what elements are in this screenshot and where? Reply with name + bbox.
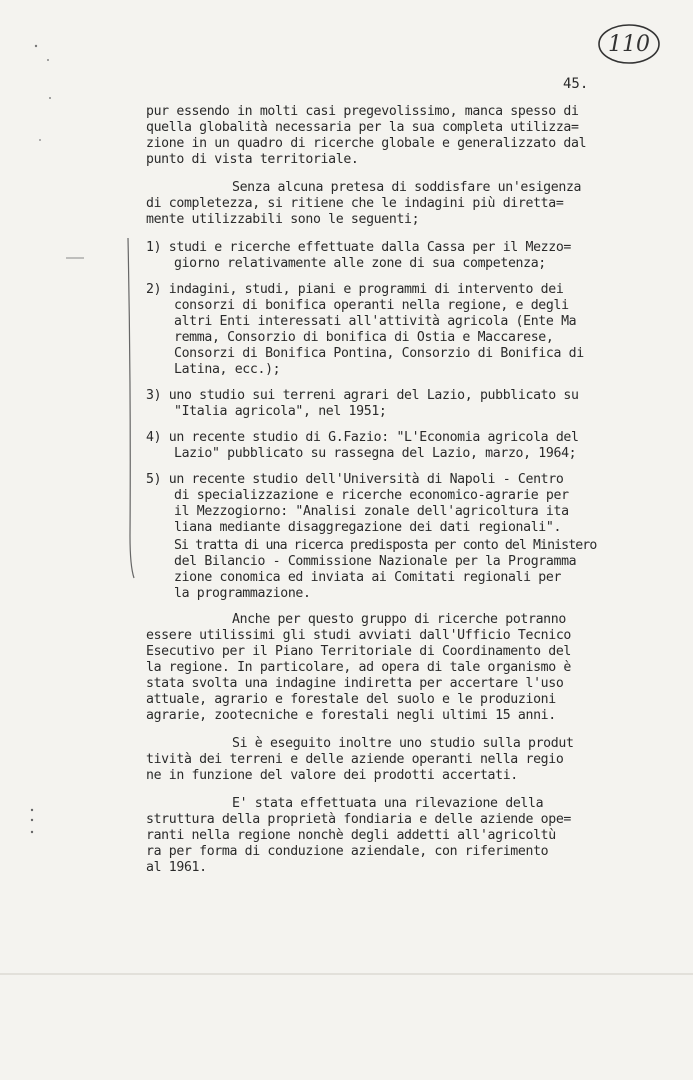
list-item-3: 3) uno studio sui terreni agrari del Lazio, pubblicato su (146, 388, 579, 403)
folio-stamp-text: 110 (608, 31, 650, 57)
text-line: punto di vista territoriale. (146, 152, 359, 167)
text-line: altri Enti interessati all'attività agricola (Ente Ma (174, 314, 577, 329)
text-line: al 1961. (146, 860, 207, 875)
text-line: la regione. In particolare, ad opera di tale organismo è (146, 660, 572, 675)
list-item-5: 5) un recente studio dell'Università di Napoli - Centro (146, 472, 564, 487)
text-line: del Bilancio - Commissione Nazionale per la Programma (174, 554, 577, 569)
text-line: mente utilizzabili sono le seguenti; (146, 212, 420, 227)
margin-dash (66, 256, 86, 260)
text-line: ranti nella regione nonchè degli addetti all'agricoltù (146, 828, 556, 843)
text-line: tività dei terreni e delle aziende operanti nella regio (146, 752, 564, 767)
list-item-2: 2) indagini, studi, piani e programmi di intervento dei (146, 282, 564, 297)
list-item-1: 1) studi e ricerche effettuate dalla Cassa per il Mezzo= (146, 240, 572, 255)
text-line: Si è eseguito inoltre uno studio sulla produt (232, 736, 574, 751)
text-line: pur essendo in molti casi pregevolissimo, manca spesso di (146, 104, 579, 119)
folio-stamp (596, 22, 662, 66)
text-line: quella globalità necessaria per la sua completa utilizza= (146, 120, 579, 135)
text-line: Si tratta di una ricerca predisposta per conto del Ministero (174, 538, 597, 553)
text-line: zione conomica ed inviata ai Comitati regionali per (174, 570, 562, 585)
margin-bracket (118, 236, 138, 581)
text-line: Latina, ecc.); (174, 362, 281, 377)
page-fold-line (0, 972, 693, 976)
text-line: ne in funzione del valore dei prodotti accertati. (146, 768, 518, 783)
text-line: di specializzazione e ricerche economico-agrarie per (174, 488, 569, 503)
text-line: Senza alcuna pretesa di soddisfare un'esigenza (232, 180, 582, 195)
text-line: di completezza, si ritiene che le indagini più diretta= (146, 196, 564, 211)
text-line: agrarie, zootecniche e forestali negli ultimi 15 anni. (146, 708, 556, 723)
text-line: struttura della proprietà fondiaria e delle aziende ope= (146, 812, 572, 827)
text-line: "Italia agricola", nel 1951; (174, 404, 387, 419)
text-line: Anche per questo gruppo di ricerche potranno (232, 612, 566, 627)
text-line: Lazio" pubblicato su rassegna del Lazio, marzo, 1964; (174, 446, 577, 461)
text-line: zione in un quadro di ricerche globale e generalizzato dal (146, 136, 587, 151)
list-item-4: 4) un recente studio di G.Fazio: "L'Economia agricola del (146, 430, 579, 445)
text-line: E' stata effettuata una rilevazione della (232, 796, 544, 811)
text-line: remma, Consorzio di bonifica di Ostia e Maccarese, (174, 330, 554, 345)
text-line: consorzi di bonifica operanti nella regione, e degli (174, 298, 569, 313)
text-line: la programmazione. (174, 586, 311, 601)
page-number: 45. (563, 76, 589, 92)
text-line: essere utilissimi gli studi avviati dall'Ufficio Tecnico (146, 628, 572, 643)
text-line: giorno relativamente alle zone di sua competenza; (174, 256, 546, 271)
text-line: attuale, agrario e forestale del suolo e le produzioni (146, 692, 556, 707)
text-line: ra per forma di conduzione aziendale, con riferimento (146, 844, 549, 859)
text-line: stata svolta una indagine indiretta per accertare l'uso (146, 676, 564, 691)
text-line: liana mediante disaggregazione dei dati regionali". (174, 520, 562, 535)
text-line: Consorzi di Bonifica Pontina, Consorzio di Bonifica di (174, 346, 584, 361)
margin-marks (28, 20, 88, 870)
text-line: il Mezzogiorno: "Analisi zonale dell'agricoltura ita (174, 504, 569, 519)
text-line: Esecutivo per il Piano Territoriale di Coordinamento del (146, 644, 572, 659)
